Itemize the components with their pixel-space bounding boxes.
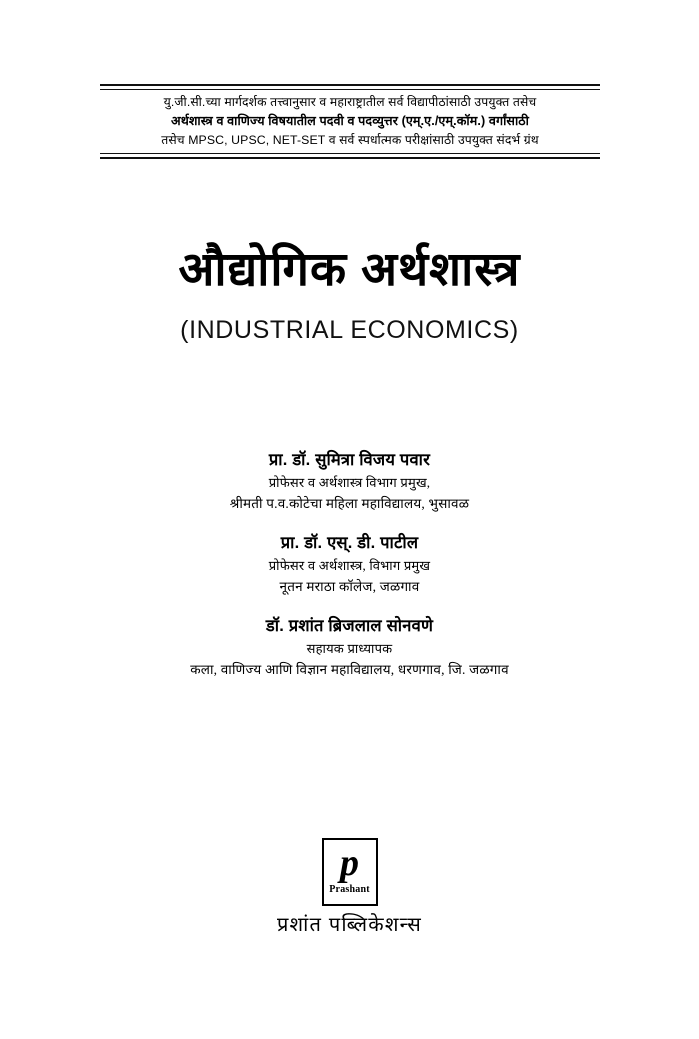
banner-box (100, 84, 600, 159)
banner-line-2: अर्थशास्त्र व वाणिज्य विषयातील पदवी व पदव्युत्तर (एम्.ए./एम्.कॉम.) वर्गांसाठी (171, 114, 529, 128)
author-role: सहायक प्राध्यापक (306, 641, 393, 656)
author-entry (0, 531, 699, 598)
logo-letter-p-icon: p (340, 842, 359, 884)
banner-line-1: यु.जी.सी.च्या मार्गदर्शक तत्त्वानुसार व महाराष्ट्रातील सर्व विद्यापीठांसाठी उपयुक्त तसेच (163, 95, 537, 109)
author-institution: नूतन मराठा कॉलेज, जळगाव (279, 579, 420, 594)
author-name: प्रा. डॉ. सुमित्रा विजय पवार (268, 451, 431, 469)
author-role: प्रोफेसर व अर्थशास्त्र विभाग प्रमुख, (268, 475, 431, 490)
page-title: औद्योगिक अर्थशास्त्र (178, 242, 521, 295)
publisher-logo (0, 838, 699, 906)
author-entry (0, 448, 699, 515)
author-name: डॉ. प्रशांत ब्रिजलाल सोनवणे (265, 617, 434, 635)
author-institution: श्रीमती प.व.कोटेचा महिला महाविद्यालय, भुसावळ (229, 496, 470, 511)
page-subtitle: (INDUSTRIAL ECONOMICS) (180, 316, 519, 344)
author-name: प्रा. डॉ. एस्. डी. पाटील (280, 534, 419, 552)
publisher-name: प्रशांत पब्लिकेशन्स (276, 914, 423, 936)
logo-box (322, 838, 378, 906)
logo-caption: Prashant (329, 884, 370, 895)
author-institution: कला, वाणिज्य आणि विज्ञान महाविद्यालय, धरणगाव, जि. जळगाव (190, 662, 509, 677)
author-role: प्रोफेसर व अर्थशास्त्र, विभाग प्रमुख (268, 558, 431, 573)
banner-line-3: तसेच MPSC, UPSC, NET-SET व सर्व स्पर्धात्मक परीक्षांसाठी उपयुक्त संदर्भ ग्रंथ (161, 133, 539, 147)
authors-section (0, 448, 699, 697)
author-entry (0, 614, 699, 681)
